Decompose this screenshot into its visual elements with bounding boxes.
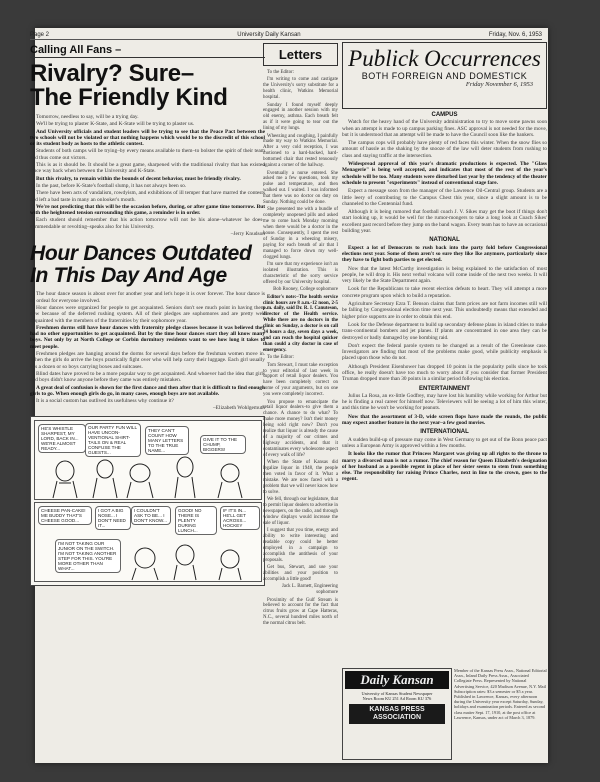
letter-signature: Jack L. Barnett, Engineering sophomore <box>281 584 338 596</box>
letter-paragraph: Editor's note:–The health service clinic hours are 8 a.m.-12 noon, 2-5 p.m. daily, said Dr. R. I. Canuteson, director of the Health service. While there are no doctors in the clinic on Sunday, a doctor is on call 24 hours a day, seven days a week, and can reach the hospital quicker than could a city doctor in case of emergency. <box>263 294 338 353</box>
letter-paragraph: I'm writing to come and castigate the University's sorry substitute for a health clinic, Watkins Memorial hospital. <box>263 77 338 101</box>
paragraph: Blind dates have proved to be a more popular way to get acquainted. And whoever had the idea that girls and boys didn't know anyone before they came was entirely mistaken. <box>30 370 265 384</box>
cartoon-figures-illustration <box>35 503 261 581</box>
cartoon-figures-illustration <box>35 421 261 499</box>
speech-bubble: CHEESE PAN-CAKE! ME BUDDY THAT'S CHEESE GOOD... <box>38 506 92 525</box>
speech-bubble: GIVE IT TO THE CHUMP, BIGGERS! <box>200 435 246 454</box>
paragraph: Now that the assortment of 3-D, wide screen flops have made the rounds, the public may expect another feature in the next year–a few good movies. <box>342 413 547 427</box>
paragraph: Watch for the heavy hand of the University administration to try to move some pawns soon when an attempt is made to up campus parking fines. ASC approval is not needed for the move, but it is understood that an attempt will be made to have the Council soon like the bankers. <box>342 119 547 138</box>
paragraph: It is a social custom has outlived its usefulness why continue it? <box>36 398 174 405</box>
cartoon-strip <box>30 416 265 586</box>
masthead <box>342 668 547 758</box>
banner-date: Friday November 6, 1953 <box>465 81 533 88</box>
letter-paragraph: To the Editor: <box>267 355 295 361</box>
paragraph: Julius La Rosa, an ex-little Godfrey, may have lost his humility while working for Arthur but he is finding a real career for himself now. Televiewers will be seeing a lot of him this winter, and this time he won't be working for peanuts. <box>342 392 547 412</box>
paragraph: Now that the latest McCarthy investigation is being explained to the satisfaction of most people, he will drop it. His next verbal volcano will come inside of the next two weeks. It will very likely be the State Department again. <box>342 265 547 285</box>
byline: –Elizabeth Wohlgemuth <box>212 405 265 412</box>
letter-paragraph: Wheezing and coughing, I painfully made my way to Watkins Memorial. After a very cold reception, I was motioned to a hard-backed, hard-bottomed chair that rested tenuously against a corner of the hallway. <box>263 133 338 169</box>
speech-bubble: GOOD! NO THERE IS PLENTY DURING LUNCH... <box>175 506 217 535</box>
headline-rivalry-line1: Rivalry? Sure– <box>30 60 194 87</box>
speech-bubble: HE'S WHISTLE SHARPEST, MY LORD, BACK IN... WE'RE ALMOST READY... <box>38 424 86 453</box>
rivalry-story <box>30 114 265 237</box>
kpa-line2: ASSOCIATION <box>372 714 422 721</box>
paragraph: Students of both camps will be trying–by every means available to them–to bolster the spirit of their team and thus come out victors. <box>30 148 265 161</box>
paragraph: The hour dance season is about over for another year and let's hope it is over forever. The hour dance is an ordeal for everyone involved. <box>30 291 265 304</box>
letter-paragraph: We fell, through our legislature, that to permit liquor dealers to advertise in newspapers, on the radio, and through window displays would increase the sale of liquor. <box>263 497 338 526</box>
page-number: Page 2 <box>30 32 50 38</box>
paragraph: Widespread approval of this year's dramatic productions is expected. The "Glass Menagerie" is being well accepted, and indicates that most of the rest of the year's schedule will be too. Many students were disturbed last year by the tendency of the theater schedule to present "experiments" instead of conventional stage fare. <box>342 161 547 186</box>
masthead-title: Daily Kansan <box>345 671 449 689</box>
speech-bubble: I'M NOT TAKING OUR JUNIOR ON THE SWITCH. I'M NOT TAKING ANOTHER STEP FOR THIS. YOU'RE MORE OTHER THAN WHAT... <box>55 539 121 573</box>
section-head-entertainment: ENTERTAINMENT <box>419 385 470 392</box>
paragraph: Tomorrow, needless to say, will be a trying day. <box>36 114 139 120</box>
speech-bubble: I GOT A BIG NOSE... I DON'T NEED IT... <box>95 506 131 530</box>
cartoon-panel-top <box>34 420 262 500</box>
hour-dances-story <box>30 291 265 411</box>
byline: –Jerry Knudson <box>230 231 265 238</box>
publick-occurrences-banner <box>342 42 547 109</box>
paragraph: A sudden build-up of pressure may come in West Germany to get out of the Bonn peace pact unless a European Army is approved within a few months. <box>342 436 547 449</box>
section-head-national: NATIONAL <box>429 237 460 244</box>
letter-paragraph: Tom Stewart, I must take exception to your editorial of last week in support of retail liquor dealers. You have been completely correct on some of your arguments, but on one you were completely incorrect. <box>263 362 338 398</box>
cartoon-panel-bottom <box>34 502 262 582</box>
letter-paragraph: Get bus, Stewart, and use your abilities and your position to accomplish a little good! <box>263 565 338 582</box>
speech-bubble: THEY CAN'T COUNT HOW MANY LETTERS TO THE TRUE NAME... <box>145 426 189 455</box>
paragraph: Expect a message soon from the manager of the Lawrence Oil-Central group. Students are a little leery of contributing to the Campus Chest this year, since a slight amount is to be channeled to the Centennial fund. <box>342 188 547 207</box>
speech-bubble: OUR PARTY FUN WILL HAVE UNCON-VENTIONAL SHIRT-TAILS ON & REAL CONFUSE THE GUESTS... <box>85 423 141 457</box>
issue-date: Friday, Nov. 6, 1953 <box>488 32 542 38</box>
paragraph: It looks like the rumor that Princess Margaret was giving up all rights to the throne to marry a divorced man is not a rumor. The chief reason for Queen Elizabeth's designation of her husband as a possible regent in place of her sister seems to stem from something else. The responsibility for raising Prince Charles, next in line to the crown, goes to the regent. <box>342 451 547 483</box>
speech-bubble: I COULDN'T ASK TO BE... I DON'T KNOW... <box>131 506 171 525</box>
masthead-box <box>342 668 452 760</box>
paragraph: This is as it should be. It should be a great game, sharpened with the traditional rivalry that has existed since way back when between the University and K-State. <box>30 162 265 175</box>
letter-paragraph: I'm sure that my experience isn't an isolated illustration. This is characteristic of the sorry service offered by our University hospital. <box>263 262 338 285</box>
kansas-press-association-logo <box>349 704 445 724</box>
kicker: Calling All Fans – <box>30 42 265 58</box>
left-column <box>30 42 265 586</box>
paragraph: Freshmen dorms still have hour dances with fraternity pledge classes because it was believed they had no other opportunities to get acquainted. But by the time hour dances start they all know many boys. Not only by at North College or Corbin dormitory residents want to see how long it takes to meet people. <box>30 324 265 350</box>
letter-paragraph: She presented me with a bundle of completely unopened pills and asked me to come back Monday morning when there would be a doctor in the house. Consequently, I spent the rest of Sunday in a wheezing misery, paying for each breath of air that I managed to force down my well-clogged lungs. <box>263 207 338 260</box>
paragraph: We're not predicting that this will be the occasion before, during, or after game time tomorrow. But with the heightened tension surrounding this game, a reminder is in order. <box>30 203 265 217</box>
paragraph: Look for the Republicans to take recent election defeats to heart. They will attempt a more concrete program upon which to build a reputation. <box>342 286 547 299</box>
headline-rivalry <box>30 62 265 110</box>
paragraph: Don't expect the federal parole system to be changed as a result of the Greenlease case. Investigators are finding that most of the problems make good, while publicity emphasis is placed upon those who do not. <box>342 342 547 362</box>
letter-paragraph: To the Editor: <box>267 70 295 75</box>
paragraph: A great deal of confusion is shown for the first dance and then after that it is difficult to find enough girls to go. When enough girls do go, in many cases, enough boys are not available. <box>30 384 265 397</box>
letter-paragraph: Sunday I found myself deeply engaged in another session with my old enemy, asthma. Each breath felt as if it were going to tear out the lining of my lungs. <box>263 102 338 132</box>
paragraph: Expect a lot of Democrats to rush back into the party fold before Congressional elections next year. Some of them aren't so sure they like Ike anymore, particularly since they have to fight both parties to get elected. <box>342 244 547 264</box>
masthead-line: University of Kansas Student Newspaper <box>361 691 433 696</box>
letter-paragraph: When the State of Kansas did legalize liquor in 1948, the people then voted in favor of it. What a mistake. We are now faced with a problem that we will never know how to solve. <box>263 460 338 495</box>
paragraph: The campus cops will probably have plenty of red faces this winter. When the snow flies so amount of hassle as the shaking by the snooze of the law will deter students from rushing to class and staying traffic at the intersection. <box>342 140 547 159</box>
masthead-line: News Room KU 251 Ad Room KU 376 <box>362 696 432 701</box>
paragraph: In the past, before K-State's football slump, it has not always been so. <box>36 182 187 189</box>
letter-paragraph: I suggest that you time, energy and ability to write interesting and readable copy could be better employed in a campaign to accomplish the antithesis of your proposals. <box>263 528 338 563</box>
kpa-line1: KANSAS PRESS <box>369 706 425 713</box>
headline-hour-dances <box>30 243 265 287</box>
speech-bubble: IF IT'S IN... HE'LL GET ACROSS... HOCKEY <box>220 506 260 530</box>
paragraph: Freshmen pledges are hanging around the dorms for several days before the freshman women move in. When the girls do arrive the boys practically fight over who will help carry their luggage. Each girl usually has a dozen or so boys carrying boxes and suitcases. <box>30 351 265 370</box>
paragraph: Each student should remember that his action tomorrow will not be his alone–whatever he does–commendable or revolting–speaks also for his University. <box>30 217 265 230</box>
headline-rivalry-line2: The Friendly Kind <box>30 84 228 111</box>
paragraph: And University officials and student leaders will be trying to see that the Peace Pact between the two schools will not be violated or that nothing happens which would be to the discredit of this school or its student body as hosts to the athletic contest. <box>30 128 265 148</box>
paragraph: Although President Eisenhower has dropped 10 points in the popularity polls since he took office, he really doesn't have too much to worry about if you consider that former President Truman dropped more than 30 points in a similar period following his election. <box>342 363 547 383</box>
paragraph: But this rivalry, to remain within the bounds of decent behavior, must be friendly rivalry. <box>36 175 241 182</box>
letter-paragraph: You propose to emancipate the retail liquor dealers–to give them a chance. A chance to do what? To make more money? Isn't their money being sold right now? Don't you realize that liquor is already the cause of a majority of our crimes and highway accidents, and that it contaminates every wholesome aspect of every walk of life? <box>263 399 338 458</box>
section-head-campus: CAMPUS <box>431 112 458 118</box>
newspaper-page <box>30 28 548 763</box>
section-head-international: INTERNATIONAL <box>420 429 469 436</box>
letters-body <box>263 70 338 627</box>
paper-name: University Daily Kansan <box>237 32 301 38</box>
letters-heading: Letters <box>263 43 338 66</box>
paragraph: Although it is being rumored that football coach J. V. Sikes may get the boot if things don't start looking up, it would be well for the rumor-mongers to take a long look at Coach Sikes' excellent past record before they jump on the band wagon. Every team has to have an occasional building year. <box>342 209 547 235</box>
letters-column <box>263 42 338 629</box>
headline-hour-dances-line2: In This Day And Age <box>30 264 227 288</box>
headline-hour-dances-line1: Hour Dances Outdated <box>30 242 252 266</box>
paragraph: There have been acts of vandalism, rowdyism, and exhibitions of ill temper that have marred the contests and left a bad taste in many an onlooker's mouth. <box>30 190 265 203</box>
masthead-notice: Member of the Kansas Press Assn., National Editorial Assn., Inland Daily Press Assn., Associated Collegiate Press. Represented by National Advertising Service, 420 Madison Avenue, N.Y. Mail Subscription rates: $3 a semester or $5 a year. Published in Lawrence, Kansas, every afternoon during the University year except Saturday, Sunday, holidays and examination periods. Entered as second class matter Sept. 17, 1910, at the post office at Lawrence, Kansas, under act of March 3, 1879. <box>454 668 547 720</box>
letter-signature: Bob Rooney, College sophomore <box>273 287 338 293</box>
letter-paragraph: Proximity of the Gulf Stream is believed to account for the fact that citrus fruits grow at Cape Hatteras, N.C., several hundred miles north of the normal citrus belt. <box>263 597 338 627</box>
paragraph: Look for the Defense department to build up secondary defense plans in island cities to make trans-continental bombers and jet planes. If plants are concentrated in one area they can be destroyed or badly damaged by one bombing raid. <box>342 321 547 341</box>
right-column <box>342 42 547 485</box>
banner-title: Publick Occurrences <box>348 46 541 71</box>
paragraph: Agriculture Secretary Ezra T. Benson claims that farm prices are not farm incomes still will be falling by Congressional election time next year. This undoubtedly means that extended and higher price supports are in order to obtain this end. <box>342 301 547 320</box>
paragraph: Hour dances were organized for people to get acquainted. Seniors don't see much point in having them now because of the deferred rushing system. All of their pledges are sophomores and are pretty well acquainted with the members of the fraternities by their sophomore year. <box>30 304 265 324</box>
paragraph: We'll be trying to plaster K-State, and K-State will be trying to plaster us. <box>36 121 195 128</box>
page-header <box>30 32 542 40</box>
letter-paragraph: Eventually a nurse entered. She asked me a few questions, took my pulse and temperature, and then walked out. I waited. I was informed that there was no doctor on duty on Sunday. Nothing could be done. <box>263 170 338 206</box>
banner-subtitle: BOTH FORREIGN AND DOMESTICK <box>361 71 528 81</box>
occurrences-body <box>342 112 547 483</box>
